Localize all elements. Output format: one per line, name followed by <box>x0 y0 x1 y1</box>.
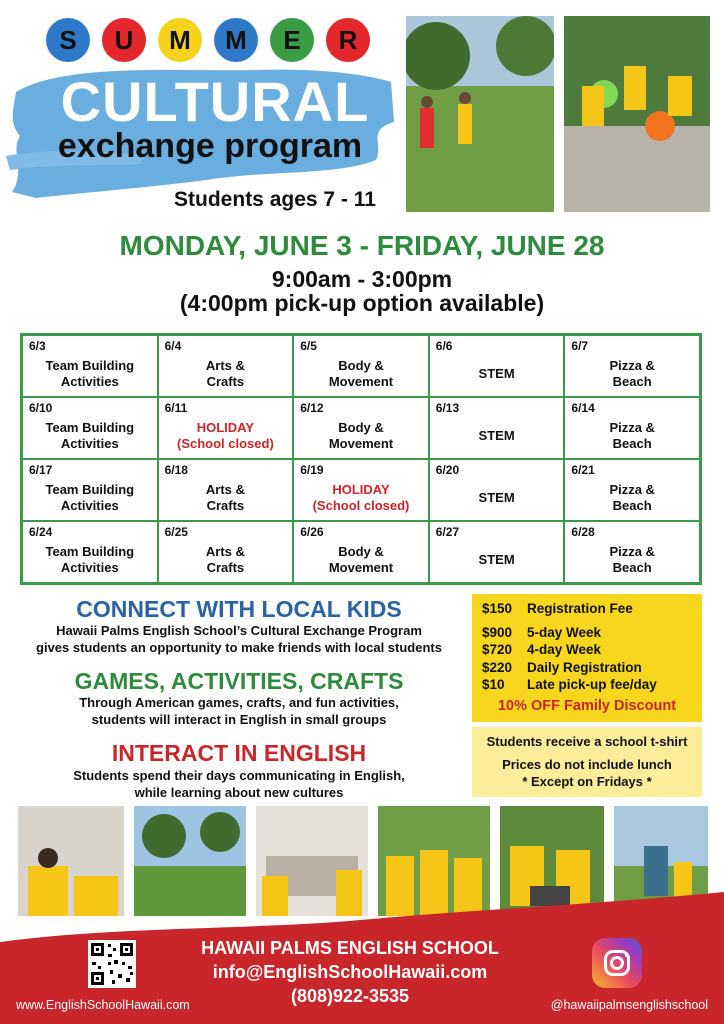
calendar-day <box>158 335 294 397</box>
calendar-day <box>429 521 565 583</box>
calendar-date: 6/5 <box>300 339 317 353</box>
calendar-activity: Body & Movement <box>328 420 394 451</box>
calendar-activity: Arts & Crafts <box>205 358 245 389</box>
calendar-date: 6/14 <box>571 401 595 415</box>
instagram-lens <box>610 956 624 970</box>
contact-phone[interactable]: (808)922-3535 <box>290 986 410 1006</box>
calendar-activity: Arts & Crafts <box>205 482 245 513</box>
price-row <box>482 641 692 659</box>
price-amount: $10 <box>482 677 505 692</box>
price-label: 5-day Week <box>527 624 602 640</box>
family-discount: 10% OFF Family Discount <box>497 697 677 714</box>
calendar-day <box>22 335 158 397</box>
age-range: Students ages 7 - 11 <box>174 188 376 211</box>
title-exchange-program: exchange program <box>57 127 363 165</box>
calendar-date: 6/12 <box>300 401 324 415</box>
connect-text: Hawaii Palms English School’s Cultural Exchange Program gives students an opportunity to make friends with local students <box>36 623 442 655</box>
title-cultural: CULTURAL <box>60 70 370 133</box>
summer-letter: M <box>214 18 258 62</box>
calendar-activity: STEM <box>478 366 515 381</box>
calendar-date: 6/28 <box>571 525 595 539</box>
price-row <box>482 659 692 677</box>
calendar-day <box>158 459 294 521</box>
holiday-label: HOLIDAY (School closed) <box>176 420 274 451</box>
calendar-day <box>293 521 429 583</box>
interact-heading: INTERACT IN ENGLISH <box>111 740 367 766</box>
calendar-day <box>293 335 429 397</box>
calendar-activity: Body & Movement <box>328 544 394 575</box>
calendar-day <box>22 459 158 521</box>
summer-letter: U <box>102 18 146 62</box>
pickup-option: (4:00pm pick-up option available) <box>179 290 545 316</box>
price-box <box>472 594 702 722</box>
calendar-day <box>22 521 158 583</box>
calendar-activity: Team Building Activities <box>45 420 135 451</box>
calendar-date: 6/13 <box>435 401 460 415</box>
holiday-label: HOLIDAY (School closed) <box>312 482 410 513</box>
price-label: Late pick-up fee/day <box>527 677 657 692</box>
instagram-icon[interactable] <box>592 938 642 988</box>
calendar-activity: Team Building Activities <box>45 358 135 389</box>
calendar-date: 6/18 <box>164 463 188 477</box>
calendar-day <box>429 397 565 459</box>
price-amount: $900 <box>482 624 513 640</box>
calendar-day <box>158 521 294 583</box>
program-dates: MONDAY, JUNE 3 - FRIDAY, JUNE 28 <box>119 230 605 261</box>
program-hours: 9:00am - 3:00pm <box>271 266 453 292</box>
calendar-day <box>564 521 700 583</box>
summer-letter: R <box>326 18 370 62</box>
website-link[interactable]: www.EnglishSchoolHawaii.com <box>16 998 190 1012</box>
calendar-date: 6/27 <box>435 525 460 539</box>
notes-box <box>472 727 702 797</box>
price-amount: $720 <box>482 642 513 657</box>
calendar-date: 6/20 <box>435 463 460 477</box>
calendar-activity: Pizza & Beach <box>609 544 655 575</box>
calendar-date: 6/24 <box>29 525 53 539</box>
tshirt-note: Students receive a school t-shirt <box>486 734 688 749</box>
calendar-date: 6/7 <box>571 339 589 353</box>
calendar-activity: Arts & Crafts <box>205 544 245 575</box>
calendar-day <box>564 335 700 397</box>
contact-email[interactable]: info@EnglishSchoolHawaii.com <box>212 962 488 982</box>
calendar-date: 6/25 <box>164 525 188 539</box>
calendar-date: 6/10 <box>29 401 53 415</box>
calendar-day <box>429 459 565 521</box>
calendar-date: 6/21 <box>571 463 595 477</box>
calendar-activity: Pizza & Beach <box>609 482 655 513</box>
calendar-activity: Body & Movement <box>328 358 394 389</box>
calendar-day <box>22 397 158 459</box>
games-heading: GAMES, ACTIVITIES, CRAFTS <box>74 668 404 694</box>
calendar-date: 6/6 <box>435 339 453 353</box>
calendar-day <box>564 459 700 521</box>
calendar-date: 6/26 <box>300 525 324 539</box>
calendar-activity: Team Building Activities <box>45 482 135 513</box>
price-row <box>482 676 692 694</box>
summer-letter-row <box>46 18 370 62</box>
instagram-handle[interactable]: @hawaiipalmsenglishschool <box>550 998 708 1012</box>
connect-heading: CONNECT WITH LOCAL KIDS <box>76 596 402 622</box>
interact-text: Students spend their days communicating in English, while learning about new cultures <box>73 768 405 800</box>
calendar-date: 6/17 <box>29 463 53 477</box>
calendar-day <box>564 397 700 459</box>
price-label: 4-day Week <box>527 642 602 657</box>
calendar-activity: Pizza & Beach <box>609 358 655 389</box>
calendar-activity: Team Building Activities <box>45 544 135 575</box>
summer-letter: M <box>158 18 202 62</box>
calendar-date: 6/11 <box>164 401 188 415</box>
calendar-day <box>429 335 565 397</box>
price-label: Registration Fee <box>527 601 633 616</box>
price-amount: $220 <box>482 659 513 675</box>
calendar-activity: STEM <box>478 490 515 505</box>
calendar-activity: STEM <box>478 428 515 443</box>
games-text: Through American games, crafts, and fun activities, students will interact in English in small groups <box>79 695 399 727</box>
friday-note: * Except on Fridays * <box>522 774 652 789</box>
price-label: Daily Registration <box>527 659 642 675</box>
qr-code-icon <box>88 940 136 988</box>
calendar-activity: STEM <box>478 552 515 567</box>
calendar-date: 6/3 <box>29 339 46 353</box>
instagram-dot <box>625 953 629 957</box>
summer-letter: E <box>270 18 314 62</box>
photo-kids-playing-field <box>406 16 554 212</box>
activity-calendar <box>20 333 702 585</box>
summer-letter: S <box>46 18 90 62</box>
lunch-note: Prices do not include lunch <box>502 757 672 772</box>
price-row <box>482 624 692 642</box>
calendar-day <box>293 459 429 521</box>
calendar-day <box>158 397 294 459</box>
calendar-date: 6/19 <box>300 463 324 477</box>
calendar-day <box>293 397 429 459</box>
price-row-registration <box>482 600 692 618</box>
calendar-activity: Pizza & Beach <box>609 420 655 451</box>
price-amount: $150 <box>482 601 513 616</box>
calendar-date: 6/4 <box>164 339 182 353</box>
photo-kids-balloons <box>564 16 710 212</box>
school-name: HAWAII PALMS ENGLISH SCHOOL <box>201 938 499 958</box>
